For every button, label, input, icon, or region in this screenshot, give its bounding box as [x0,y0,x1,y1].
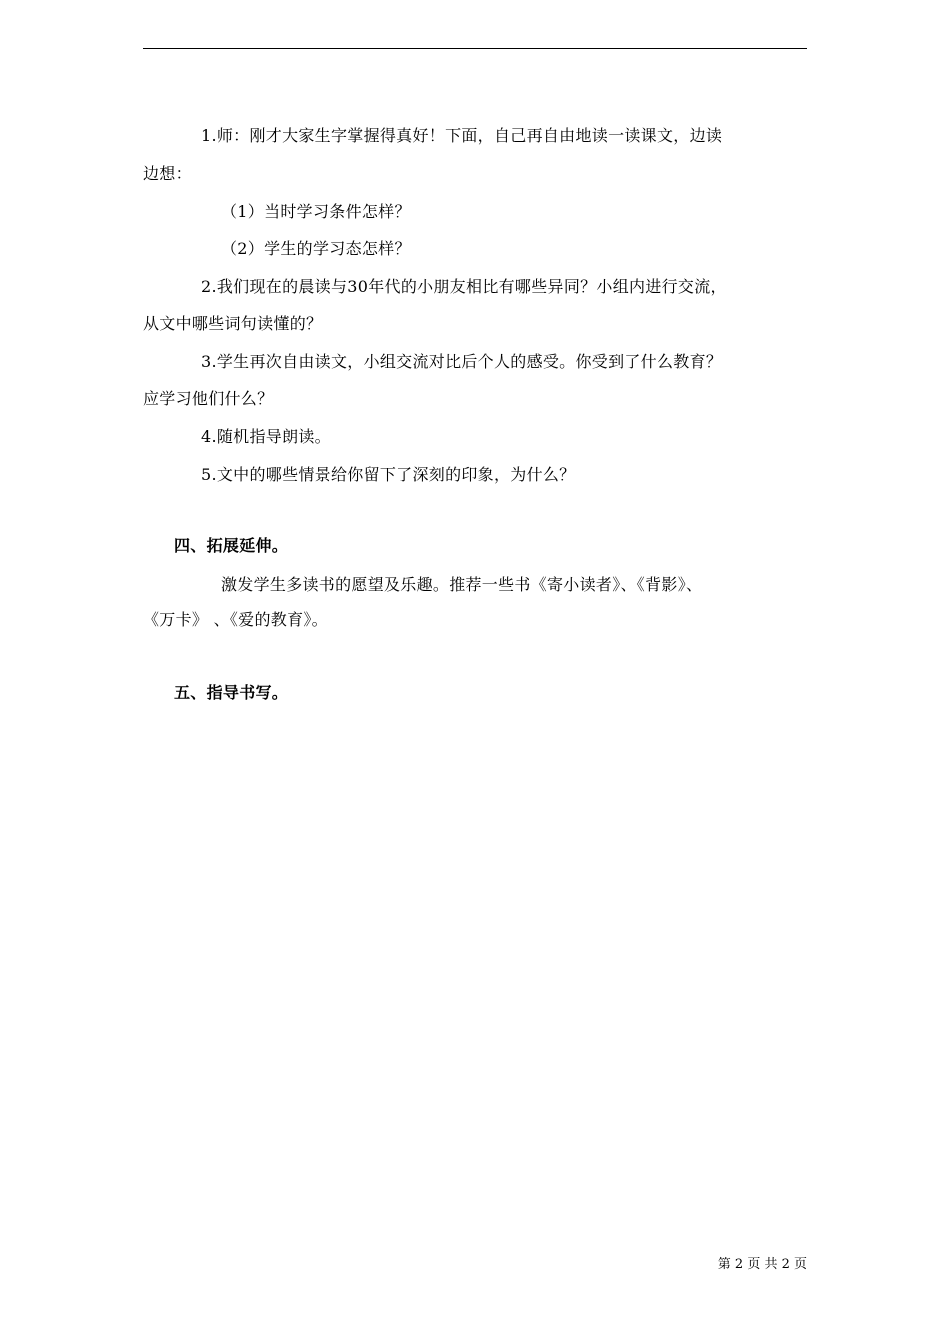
paragraph-line: 《万卡》 、《爱的教育》。 [143,610,328,629]
paragraph-line: 从文中哪些词句读懂的？ [143,314,323,333]
page-number: 第 2 页 共 2 页 [717,1257,807,1272]
section-heading: 四、拓展延伸。 [174,536,289,555]
question-item: （2）学生的学习态怎样？ [221,239,411,258]
paragraph-line: 2.我们现在的晨读与30年代的小朋友相比有哪些异同？小组内进行交流， [201,277,727,296]
paragraph-line: 1.师：刚才大家生字掌握得真好！下面，自己再自由地读一读课文，边读 [201,126,723,145]
paragraph-line: 激发学生多读书的愿望及乐趣。推荐一些书《寄小读者》、《背影》、 [221,575,703,594]
paragraph-line: 4.随机指导朗读。 [201,427,331,446]
header-rule [143,48,807,49]
paragraph-line: 边想： [143,164,192,183]
question-item: （1）当时学习条件怎样？ [221,202,411,221]
paragraph-line: 3.学生再次自由读文，小组交流对比后个人的感受。你受到了什么教育？ [201,352,723,371]
paragraph-line: 5.文中的哪些情景给你留下了深刻的印象，为什么？ [201,465,576,484]
paragraph-line: 应学习他们什么？ [143,389,274,408]
section-heading: 五、指导书写。 [174,683,289,702]
